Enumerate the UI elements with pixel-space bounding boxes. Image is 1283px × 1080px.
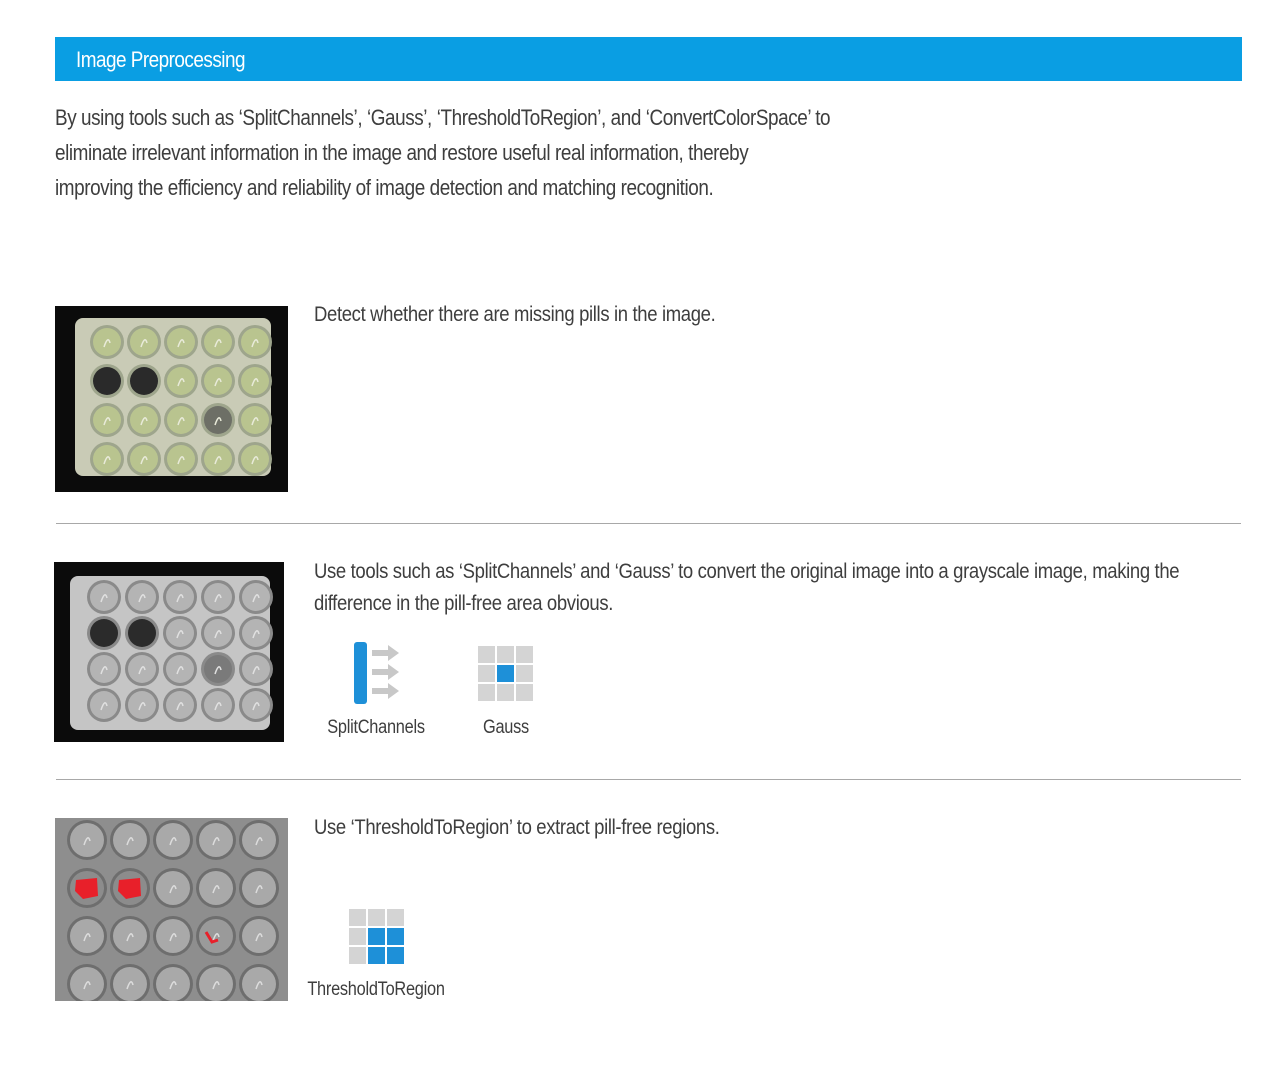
gauss-label: Gauss — [483, 717, 529, 738]
missing-pill — [130, 367, 158, 395]
pill — [130, 445, 158, 473]
intro-paragraph — [55, 100, 967, 205]
pill — [70, 967, 104, 1001]
pill — [166, 655, 194, 683]
missing-pill — [128, 619, 156, 647]
pill — [199, 919, 233, 953]
step-2-text — [314, 555, 1179, 619]
threshold-to-region-icon — [349, 909, 404, 964]
pill — [130, 328, 158, 356]
section-title: Image Preprocessing — [76, 47, 245, 72]
pill — [166, 691, 194, 719]
pill — [130, 406, 158, 434]
pill — [242, 655, 270, 683]
gauss-icon — [478, 646, 533, 701]
pill — [242, 583, 270, 611]
pill — [70, 919, 104, 953]
pill — [204, 655, 232, 683]
pill — [90, 691, 118, 719]
pill — [156, 919, 190, 953]
pill — [166, 619, 194, 647]
divider — [56, 779, 1241, 780]
pill — [167, 328, 195, 356]
section-header — [55, 37, 1242, 81]
threshold-to-region-label: ThresholdToRegion — [307, 979, 445, 1000]
pill — [128, 691, 156, 719]
pill — [204, 328, 232, 356]
pill — [241, 328, 269, 356]
split-channels-icon — [350, 640, 402, 706]
pill — [156, 823, 190, 857]
pill — [242, 967, 276, 1001]
pill — [241, 406, 269, 434]
pill — [156, 967, 190, 1001]
pill — [242, 619, 270, 647]
pill — [93, 328, 121, 356]
missing-pill — [90, 619, 118, 647]
pill — [128, 583, 156, 611]
intro-line: By using tools such as ‘SplitChannels’, ‘Gauss’, ‘ThresholdToRegion’, and ‘ConvertColorSpace’ to — [55, 105, 831, 130]
pill — [242, 871, 276, 905]
missing-pill — [93, 367, 121, 395]
pill — [241, 367, 269, 395]
intro-line: eliminate irrelevant information in the image and restore useful real information, thereby — [55, 140, 749, 165]
pill — [113, 967, 147, 1001]
pill — [156, 871, 190, 905]
pill — [199, 967, 233, 1001]
pill — [70, 823, 104, 857]
pill — [204, 406, 232, 434]
pill — [113, 823, 147, 857]
pill — [242, 919, 276, 953]
step-3-text: Use ‘ThresholdToRegion’ to extract pill-free regions. — [314, 815, 720, 839]
pill — [204, 367, 232, 395]
pill — [204, 583, 232, 611]
pill — [242, 691, 270, 719]
pill — [167, 367, 195, 395]
pill — [166, 583, 194, 611]
step-2-text-line: difference in the pill-free area obvious. — [314, 591, 614, 615]
pill — [204, 445, 232, 473]
pill-blister-color-image — [55, 306, 288, 492]
pill — [204, 619, 232, 647]
split-channels-label: SplitChannels — [327, 717, 425, 738]
intro-line: improving the efficiency and reliability of image detection and matching recognition. — [55, 175, 714, 200]
pill — [204, 691, 232, 719]
pill-blister-grayscale-image — [54, 562, 284, 742]
pill — [90, 655, 118, 683]
pill — [199, 823, 233, 857]
pill — [113, 919, 147, 953]
pill — [90, 583, 118, 611]
pill — [167, 445, 195, 473]
pill-blister-threshold-image — [55, 818, 288, 1001]
pill — [199, 871, 233, 905]
pill — [167, 406, 195, 434]
pill — [241, 445, 269, 473]
divider — [56, 523, 1241, 524]
pill — [93, 406, 121, 434]
pill — [242, 823, 276, 857]
step-2-text-line: Use tools such as ‘SplitChannels’ and ‘Gauss’ to convert the original image into a grayscale image, making the — [314, 559, 1180, 583]
pill — [128, 655, 156, 683]
step-1-text: Detect whether there are missing pills in the image. — [314, 302, 716, 326]
pill — [93, 445, 121, 473]
